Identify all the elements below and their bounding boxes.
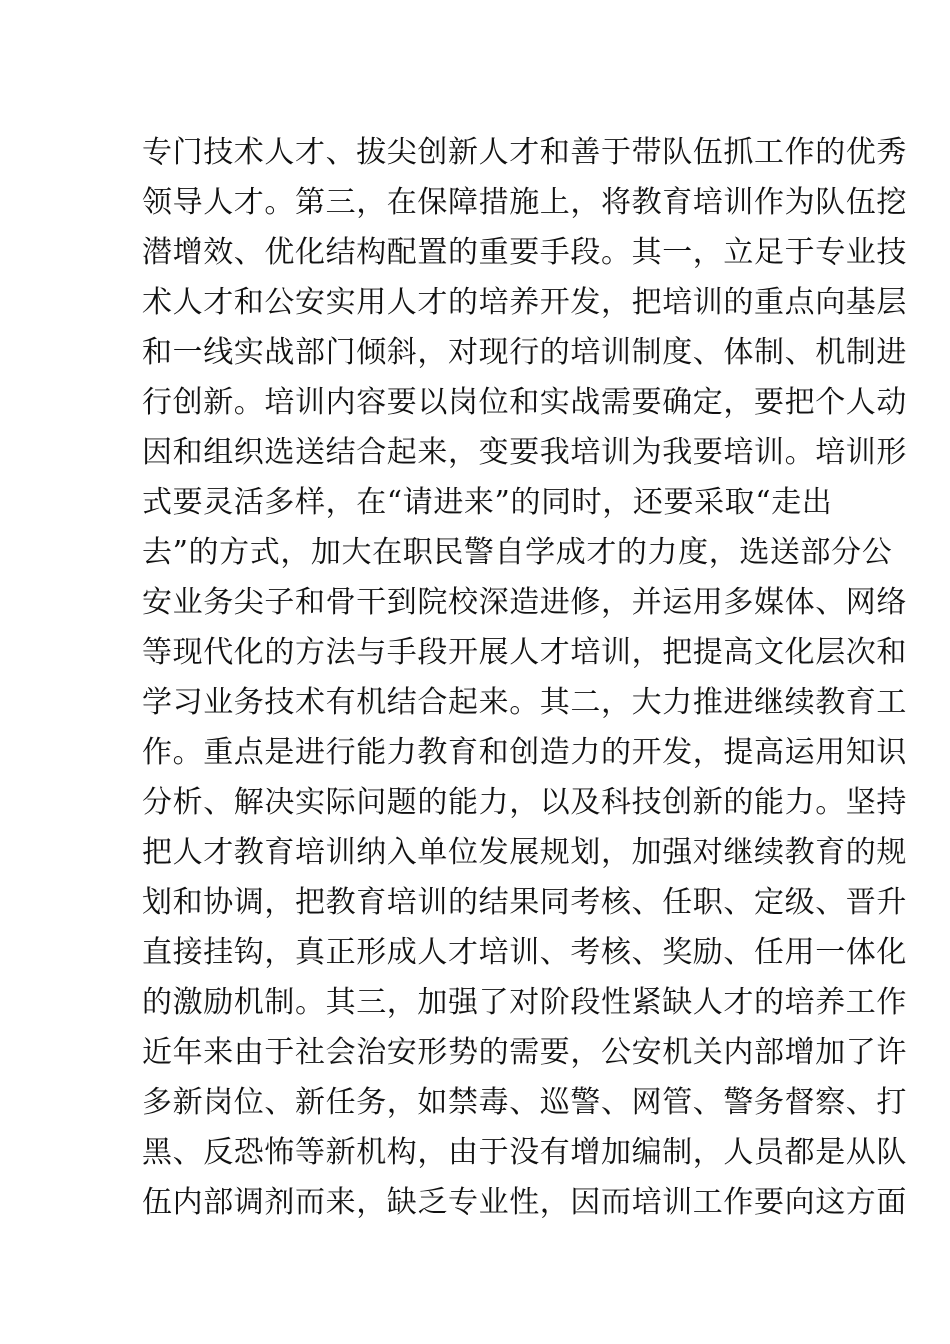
text-line: 等现代化的方法与手段开展人才培训，把提高文化层次和 — [142, 635, 907, 670]
text-line: 领导人才。第三，在保障措施上，将教育培训作为队伍挖 — [142, 185, 907, 220]
text-line: 因和组织选送结合起来，变要我培训为我要培训。培训形 — [142, 435, 907, 470]
text-line: 专门技术人才、拔尖创新人才和善于带队伍抓工作的优秀 — [142, 135, 907, 170]
body-text — [142, 128, 907, 1228]
text-line: 学习业务技术有机结合起来。其二，大力推进继续教育工 — [142, 685, 907, 720]
text-line: 黑、反恐怖等新机构，由于没有增加编制，人员都是从队 — [142, 1135, 907, 1170]
text-line: 作。重点是进行能力教育和创造力的开发，提高运用知识 — [142, 735, 907, 770]
text-line: 伍内部调剂而来，缺乏专业性，因而培训工作要向这方面 — [142, 1185, 907, 1220]
text-line: 的激励机制。其三，加强了对阶段性紧缺人才的培养工作 — [142, 985, 907, 1020]
text-line: 近年来由于社会治安形势的需要，公安机关内部增加了许 — [142, 1035, 907, 1070]
text-line: 潜增效、优化结构配置的重要手段。其一，立足于专业技 — [142, 235, 907, 270]
text-line: 安业务尖子和骨干到院校深造进修，并运用多媒体、网络 — [142, 585, 907, 620]
text-line: 行创新。培训内容要以岗位和实战需要确定，要把个人动 — [142, 385, 907, 420]
text-line: 划和协调，把教育培训的结果同考核、任职、定级、晋升 — [142, 885, 907, 920]
text-line: 分析、解决实际问题的能力，以及科技创新的能力。坚持 — [142, 785, 907, 820]
text-line: 去”的方式，加大在职民警自学成才的力度，选送部分公 — [142, 535, 893, 570]
text-line: 和一线实战部门倾斜，对现行的培训制度、体制、机制进 — [142, 335, 907, 370]
text-line: 术人才和公安实用人才的培养开发，把培训的重点向基层 — [142, 285, 907, 320]
text-line: 把人才教育培训纳入单位发展规划，加强对继续教育的规 — [142, 835, 907, 870]
text-line: 多新岗位、新任务，如禁毒、巡警、网管、警务督察、打 — [142, 1085, 907, 1120]
text-line: 直接挂钩，真正形成人才培训、考核、奖励、任用一体化 — [142, 935, 907, 970]
text-line: 式要灵活多样，在“请进来”的同时，还要采取“走出 — [142, 485, 833, 520]
